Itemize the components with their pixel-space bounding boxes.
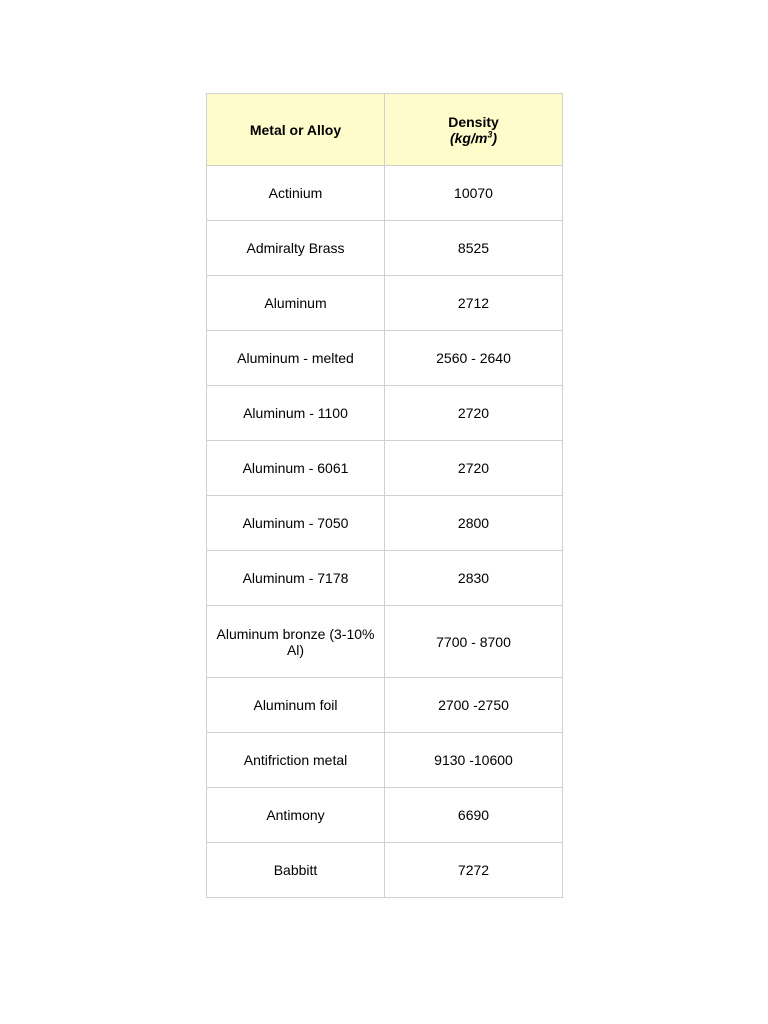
material-cell: Admiralty Brass: [207, 221, 385, 276]
table-row: [207, 733, 563, 788]
table-row: [207, 551, 563, 606]
material-cell: Aluminum - 6061: [207, 441, 385, 496]
density-cell: 2830: [385, 551, 563, 606]
density-cell: 8525: [385, 221, 563, 276]
header-material: Metal or Alloy: [207, 94, 385, 166]
density-cell: 6690: [385, 788, 563, 843]
material-cell: Antimony: [207, 788, 385, 843]
table-row: [207, 606, 563, 678]
header-row: [207, 94, 563, 166]
density-label: Density: [448, 113, 499, 130]
header-density: [385, 94, 563, 166]
unit-superscript: 3: [487, 128, 493, 139]
material-cell: Aluminum - 7178: [207, 551, 385, 606]
density-cell: 9130 -10600: [385, 733, 563, 788]
density-cell: 2720: [385, 386, 563, 441]
density-unit: [450, 130, 497, 146]
material-cell: Aluminum - melted: [207, 331, 385, 386]
unit-post: ): [492, 129, 498, 146]
unit-pre: (kg/m: [449, 129, 488, 146]
table-row: [207, 331, 563, 386]
density-cell: 7700 - 8700: [385, 606, 563, 678]
density-cell: 2800: [385, 496, 563, 551]
material-cell: Aluminum - 7050: [207, 496, 385, 551]
table-row: [207, 386, 563, 441]
table-row: [207, 441, 563, 496]
density-cell: 10070: [385, 166, 563, 221]
density-cell: 2712: [385, 276, 563, 331]
material-cell: Aluminum bronze (3-10% Al): [207, 606, 385, 678]
density-table: [206, 93, 563, 898]
table-row: [207, 276, 563, 331]
material-cell: Aluminum: [207, 276, 385, 331]
material-cell: Aluminum foil: [207, 678, 385, 733]
density-cell: 2560 - 2640: [385, 331, 563, 386]
material-cell: Actinium: [207, 166, 385, 221]
table-row: [207, 843, 563, 898]
table-row: [207, 221, 563, 276]
density-cell: 7272: [385, 843, 563, 898]
density-cell: 2720: [385, 441, 563, 496]
material-cell: Antifriction metal: [207, 733, 385, 788]
table-row: [207, 788, 563, 843]
density-cell: 2700 -2750: [385, 678, 563, 733]
table-row: [207, 496, 563, 551]
material-cell: Aluminum - 1100: [207, 386, 385, 441]
table-row: [207, 678, 563, 733]
material-cell: Babbitt: [207, 843, 385, 898]
table-row: [207, 166, 563, 221]
